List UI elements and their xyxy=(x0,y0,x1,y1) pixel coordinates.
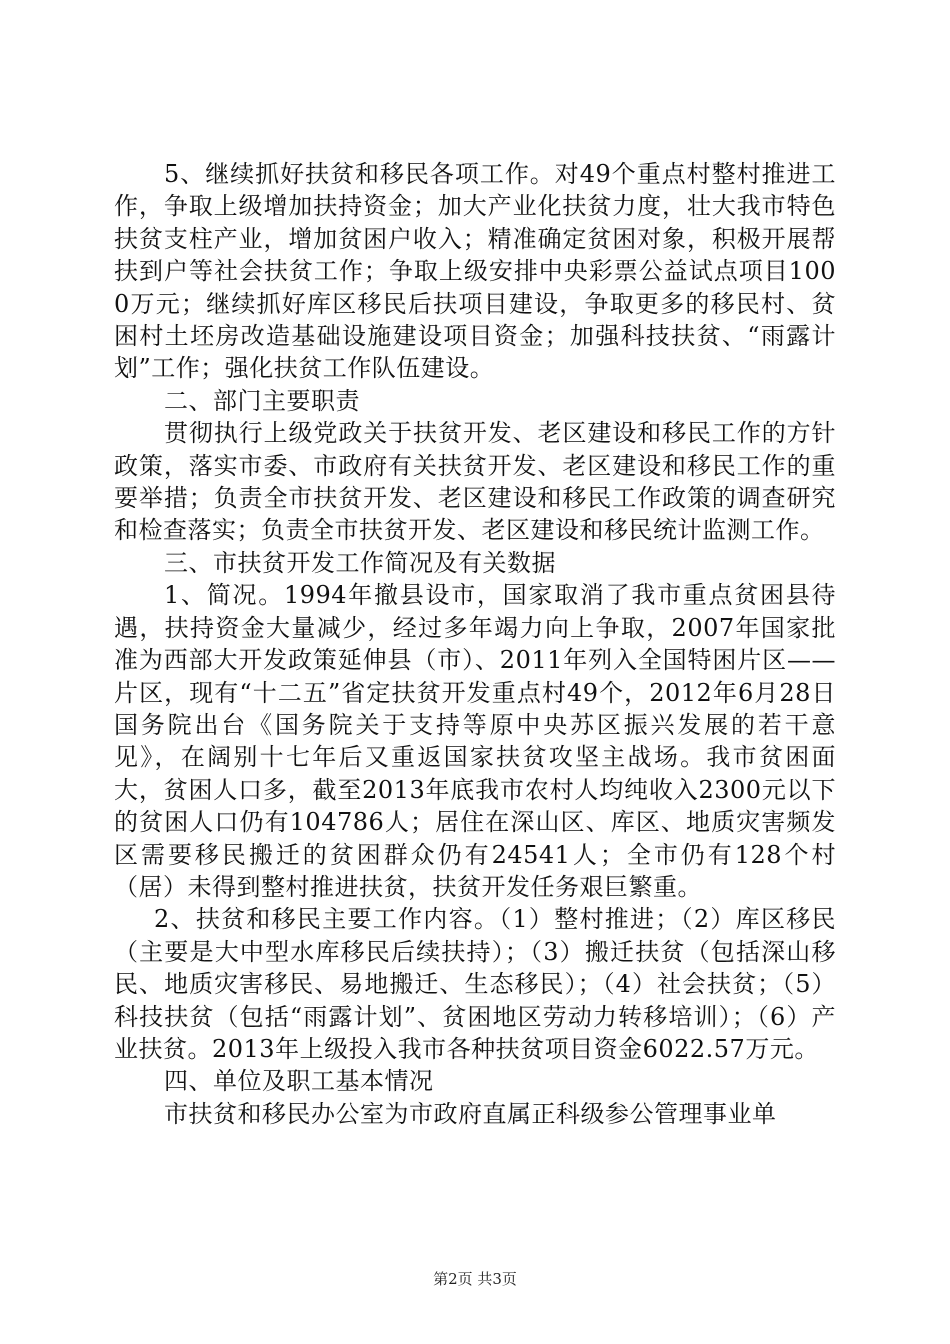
paragraph-main-work: 2、扶贫和移民主要工作内容。（1）整村推进；（2）库区移民（主要是大中型水库移民后续扶持）；（3）搬迁扶贫（包括深山移民、地质灾害移民、易地搬迁、生态移民）；（4）社会扶贫；（5）科技扶贫（包括“雨露计划”、贫困地区劳动力转移培训）；（6）产业扶贫。2013年上级投入我市各种扶贫项目资金6022.57万元。 xyxy=(114,905,836,1063)
page-number-footer: 第2页 共3页 xyxy=(433,1270,517,1288)
paragraph-overview: 1、简况。1994年撤县设市，国家取消了我市重点贫困县待遇，扶持资金大量减少，经过多年竭力向上争取，2007年国家批准为西部大开发政策延伸县（市）、2011年列入全国特困片区——片区，现有“十二五”省定扶贫开发重点村49个，2012年6月28日国务院出台《国务院关于支持等原中央苏区振兴发展的若干意见》，在阔别十七年后又重返国家扶贫攻坚主战场。我市贫困面大，贫困人口多，截至2013年底我市农村人均纯收入2300元以下的贫困人口仍有104786人；居住在深山区、库区、地质灾害频发区需要移民搬迁的贫困群众仍有24541人；全市仍有128个村（居）未得到整村推进扶贫，扶贫开发任务艰巨繁重。 xyxy=(114,581,836,901)
paragraph-work-plan-5: 5、继续抓好扶贫和移民各项工作。对49个重点村整村推进工作，争取上级增加扶持资金；加大产业化扶贫力度，壮大我市特色扶贫支柱产业，增加贫困户收入；精准确定贫困对象，积极开展帮扶到户等社会扶贫工作；争取上级安排中央彩票公益试点项目1000万元；继续抓好库区移民后扶项目建设，争取更多的移民村、贫困村土坯房改造基础设施建设项目资金；加强科技扶贫、“雨露计划”工作；强化扶贫工作队伍建设。 xyxy=(114,160,836,383)
paragraph-unit-info: 市扶贫和移民办公室为市政府直属正科级参公管理事业单 xyxy=(164,1099,777,1128)
document-body xyxy=(114,158,836,1130)
section-heading-4: 四、单位及职工基本情况 xyxy=(164,1067,434,1096)
paragraph-duties: 贯彻执行上级党政关于扶贫开发、老区建设和移民工作的方针政策，落实市委、市政府有关扶贫开发、老区建设和移民工作的重要举措；负责全市扶贫开发、老区建设和移民工作政策的调查研究和检查落实；负责全市扶贫开发、老区建设和移民统计监测工作。 xyxy=(114,419,836,545)
section-heading-2: 二、部门主要职责 xyxy=(164,386,360,415)
section-heading-3: 三、市扶贫开发工作简况及有关数据 xyxy=(164,548,556,577)
